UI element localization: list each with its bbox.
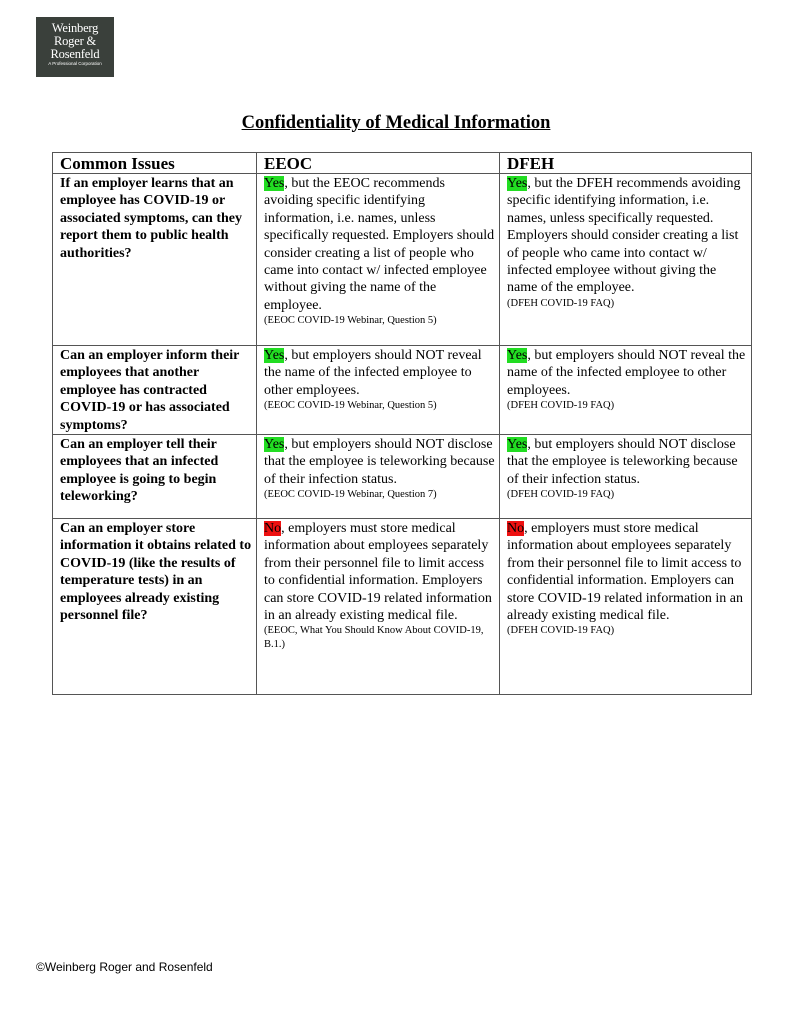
answer-text: , but the DFEH recommends avoiding specific identifying information, i.e. names, unless specifically requested. Employers should consider creating a list of people who came into contact w/ infected employee without giving the name of the employee. — [507, 176, 741, 296]
dfeh-cell — [500, 346, 752, 435]
eeoc-cell — [257, 435, 500, 519]
answer-highlight: Yes — [264, 348, 285, 363]
logo-line-3: Rosenfeld — [50, 47, 100, 61]
answer-text: , employers must store medical information about employees separately from their personnel file to limit access to confidential information. Employers can store COVID-19 related information in an already existing medical file. — [507, 521, 743, 624]
citation: (DFEH COVID-19 FAQ) — [507, 297, 615, 309]
answer-text: , employers must store medical information about employees separately from their personnel file to limit access to confidential information. Employers can store COVID-19 related information in an already existing medical file. — [264, 521, 492, 624]
answer-text: , but employers should NOT reveal the name of the infected employee to other employees. — [264, 348, 482, 398]
eeoc-cell — [257, 519, 500, 695]
citation: (DFEH COVID-19 FAQ) — [507, 400, 615, 412]
eeoc-cell — [257, 346, 500, 435]
eeoc-cell — [257, 174, 500, 346]
citation: (EEOC COVID-19 Webinar, Question 5) — [264, 400, 437, 412]
citation: (EEOC, What You Should Know About COVID-19, B.1.) — [264, 625, 484, 650]
copyright-footer: ©Weinberg Roger and Rosenfeld — [36, 960, 213, 974]
citation: (EEOC COVID-19 Webinar, Question 5) — [264, 315, 437, 327]
answer-text: , but the EEOC recommends avoiding specific identifying information, i.e. names, unless specifically requested. Employers should consider creating a list of people who came into contact w/ infected employee without giving the name of the employee. — [264, 176, 495, 313]
logo-tagline: A Professional Corporation — [48, 61, 102, 66]
table-row — [53, 174, 752, 346]
header-dfeh: DFEH — [500, 153, 752, 174]
firm-logo — [36, 17, 114, 77]
answer-text: , but employers should NOT disclose that the employee is teleworking because of their infection status. — [264, 437, 495, 487]
question-cell: Can an employer store information it obtains related to COVID-19 (like the results of temperature tests) in an employees already existing personnel file? — [53, 519, 257, 695]
logo-line-1: Weinberg — [51, 21, 99, 35]
citation: (DFEH COVID-19 FAQ) — [507, 489, 615, 501]
header-common-issues: Common Issues — [53, 153, 257, 174]
header-eeoc: EEOC — [257, 153, 500, 174]
table-row — [53, 435, 752, 519]
question-cell: If an employer learns that an employee has COVID-19 or associated symptoms, can they report them to public health authorities? — [53, 174, 257, 346]
answer-text: , but employers should NOT reveal the name of the infected employee to other employees. — [507, 348, 746, 398]
citation: (DFEH COVID-19 FAQ) — [507, 625, 615, 637]
answer-text: , but employers should NOT disclose that the employee is teleworking because of their infection status. — [507, 437, 738, 487]
logo-line-2: Roger & — [54, 34, 96, 48]
table-row — [53, 346, 752, 435]
question-cell: Can an employer tell their employees that an infected employee is going to begin teleworking? — [53, 435, 257, 519]
answer-highlight: No — [264, 521, 282, 537]
answer-highlight: Yes — [507, 348, 528, 363]
citation: (EEOC COVID-19 Webinar, Question 7) — [264, 489, 437, 501]
answer-highlight: Yes — [507, 176, 528, 191]
table-header-row — [53, 153, 752, 174]
table-row — [53, 519, 752, 695]
answer-highlight: Yes — [507, 437, 528, 453]
answer-highlight: Yes — [264, 437, 285, 453]
dfeh-cell — [500, 435, 752, 519]
dfeh-cell — [500, 174, 752, 346]
answer-highlight: Yes — [264, 176, 285, 191]
question-cell: Can an employer inform their employees that another employee has contracted COVID-19 or has associated symptoms? — [53, 346, 257, 435]
dfeh-cell — [500, 519, 752, 695]
answer-highlight: No — [507, 521, 525, 537]
document-title: Confidentiality of Medical Information — [241, 113, 551, 133]
comparison-table — [52, 152, 752, 695]
